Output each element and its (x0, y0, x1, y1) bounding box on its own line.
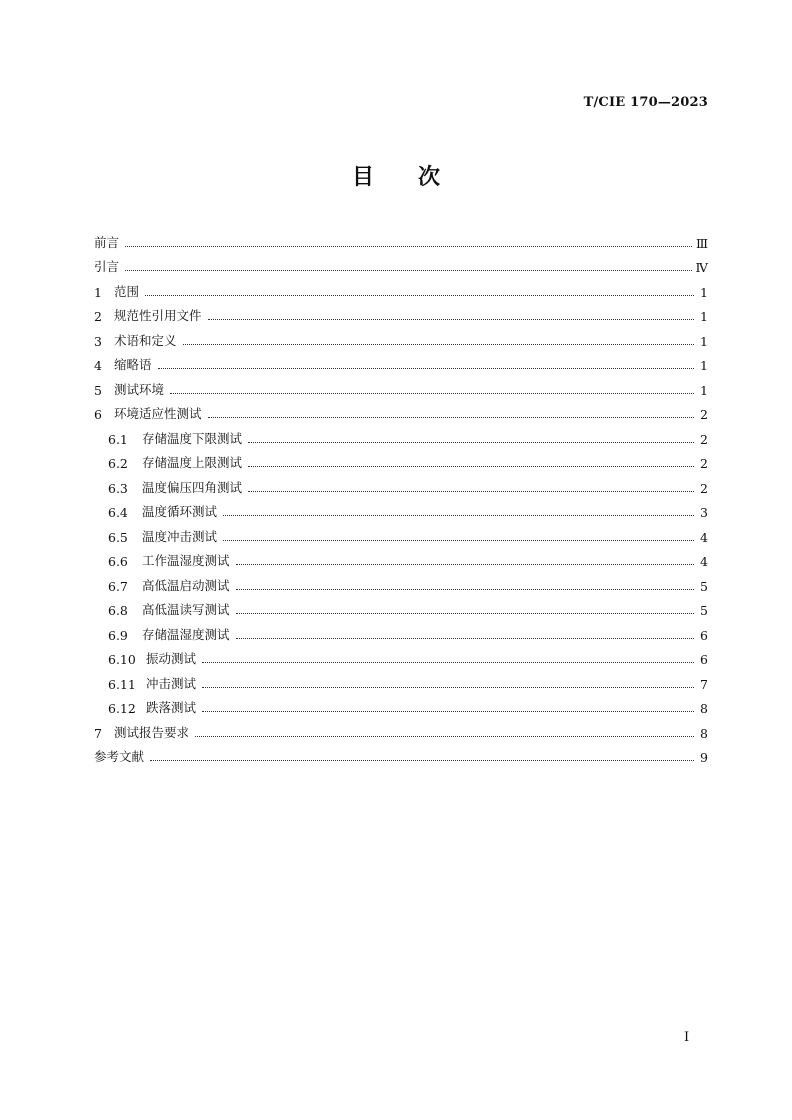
toc-entry[interactable] (94, 643, 708, 668)
toc-dot-leader (248, 466, 694, 467)
toc-entry-page: 1 (700, 358, 708, 373)
toc-entry-number: 6.12 (108, 701, 136, 716)
toc-entry-number: 6.3 (108, 480, 128, 496)
title-char-2: 次 (418, 165, 441, 190)
toc-entry[interactable] (94, 226, 708, 251)
toc-entry[interactable] (94, 447, 708, 472)
toc-dot-leader (183, 344, 694, 345)
toc-entry[interactable] (94, 741, 708, 766)
toc-entry-number: 6.7 (108, 578, 128, 594)
toc-entry-label: 温度冲击测试 (142, 528, 218, 544)
toc-dot-leader (236, 589, 694, 590)
toc-entry-page: 2 (700, 456, 708, 471)
page-number: I (684, 1030, 690, 1045)
toc-dot-leader (145, 295, 694, 296)
toc-entry[interactable] (94, 471, 708, 496)
toc-dot-leader (202, 687, 694, 688)
toc-entry[interactable] (94, 300, 708, 325)
toc-entry-page: 5 (700, 578, 708, 594)
toc-dot-leader (125, 270, 691, 271)
toc-entry-label: 高低温读写测试 (142, 602, 230, 617)
toc-entry-number: 6.2 (108, 456, 128, 471)
document-id: T/CIE 170—2023 (583, 95, 708, 110)
toc-dot-leader (170, 393, 694, 394)
toc-entry-number: 6.11 (108, 676, 136, 692)
toc-dot-leader (195, 736, 694, 737)
toc-entry-label: 温度循环测试 (142, 504, 218, 519)
toc-entry-number: 6.1 (108, 431, 128, 447)
toc-entry-label: 工作温湿度测试 (142, 553, 230, 568)
toc-entry-page: 3 (700, 505, 708, 520)
toc-dot-leader (223, 540, 694, 541)
toc-entry-label: 存储温湿度测试 (142, 626, 230, 642)
toc-dot-leader (202, 711, 694, 712)
toc-entry-page: 8 (700, 701, 708, 716)
toc-dot-leader (125, 246, 692, 247)
toc-entry-page: 4 (700, 554, 708, 569)
toc-entry-label: 冲击测试 (146, 675, 197, 691)
toc-entry-number: 6.4 (108, 505, 128, 520)
toc-entry-page: Ⅲ (695, 235, 708, 251)
toc-entry-label: 范围 (114, 283, 140, 299)
toc-entry-page: 1 (700, 284, 708, 300)
toc-entry[interactable] (94, 545, 708, 570)
toc-entry-number: 5 (94, 382, 102, 398)
toc-entry-label: 缩略语 (114, 357, 152, 372)
page-title (0, 160, 792, 191)
toc-entry-label: 存储温度下限测试 (142, 430, 243, 446)
toc-entry[interactable] (94, 569, 708, 594)
toc-entry[interactable] (94, 324, 708, 349)
toc-entry-label: 温度偏压四角测试 (142, 479, 243, 495)
toc-entry[interactable] (94, 275, 708, 300)
toc-entry[interactable] (94, 692, 708, 717)
toc-entry-label: 环境适应性测试 (114, 406, 202, 421)
toc-dot-leader (208, 417, 694, 418)
toc-entry[interactable] (94, 618, 708, 643)
toc-entry[interactable] (94, 251, 708, 276)
toc-entry-label: 参考文献 (94, 749, 145, 764)
toc-entry[interactable] (94, 496, 708, 521)
toc-entry-page: 1 (700, 333, 708, 349)
toc-entry-page: 5 (700, 603, 708, 618)
toc-entry-page: 2 (700, 407, 708, 422)
toc-entry-page: 1 (700, 382, 708, 398)
toc-entry-number: 6.5 (108, 529, 128, 545)
toc-entry-page: 2 (700, 480, 708, 496)
table-of-contents (94, 226, 708, 765)
toc-entry-number: 7 (94, 725, 102, 741)
toc-entry-label: 跌落测试 (146, 700, 197, 715)
toc-entry-number: 6.9 (108, 627, 128, 643)
toc-entry-label: 测试环境 (114, 381, 165, 397)
toc-entry[interactable] (94, 667, 708, 692)
toc-entry-page: 2 (700, 431, 708, 447)
toc-entry-page: 6 (700, 652, 708, 667)
toc-entry-number: 6.6 (108, 554, 128, 569)
toc-dot-leader (236, 564, 694, 565)
toc-dot-leader (202, 662, 694, 663)
toc-entry-label: 规范性引用文件 (114, 308, 202, 323)
toc-entry-page: 7 (700, 676, 708, 692)
title-char-1: 目 (351, 165, 374, 190)
toc-entry-number: 2 (94, 309, 102, 324)
toc-dot-leader (248, 491, 694, 492)
toc-entry-label: 术语和定义 (114, 332, 177, 348)
toc-entry[interactable] (94, 716, 708, 741)
toc-entry-label: 引言 (94, 259, 120, 274)
toc-entry-label: 振动测试 (146, 651, 197, 666)
toc-entry-page: 4 (700, 529, 708, 545)
toc-dot-leader (248, 442, 694, 443)
toc-entry[interactable] (94, 422, 708, 447)
toc-entry-number: 4 (94, 358, 102, 373)
toc-dot-leader (208, 319, 694, 320)
toc-entry-number: 1 (94, 284, 102, 300)
toc-entry-page: 9 (700, 750, 708, 765)
toc-entry[interactable] (94, 398, 708, 423)
toc-dot-leader (158, 368, 694, 369)
toc-entry-label: 高低温启动测试 (142, 577, 230, 593)
toc-dot-leader (236, 613, 694, 614)
toc-entry[interactable] (94, 349, 708, 374)
toc-entry-number: 6.8 (108, 603, 128, 618)
toc-entry-label: 前言 (94, 234, 120, 250)
toc-entry-page: 8 (700, 725, 708, 741)
toc-entry-page: Ⅳ (695, 260, 708, 275)
toc-entry-page: 6 (700, 627, 708, 643)
toc-entry-number: 3 (94, 333, 102, 349)
toc-entry-label: 测试报告要求 (114, 724, 190, 740)
toc-entry-number: 6 (94, 407, 102, 422)
toc-entry-page: 1 (700, 309, 708, 324)
toc-entry[interactable] (94, 594, 708, 619)
toc-entry-label: 存储温度上限测试 (142, 455, 243, 470)
toc-dot-leader (150, 760, 694, 761)
toc-dot-leader (236, 638, 694, 639)
toc-entry[interactable] (94, 373, 708, 398)
toc-entry[interactable] (94, 520, 708, 545)
toc-entry-number: 6.10 (108, 652, 136, 667)
toc-dot-leader (223, 515, 694, 516)
